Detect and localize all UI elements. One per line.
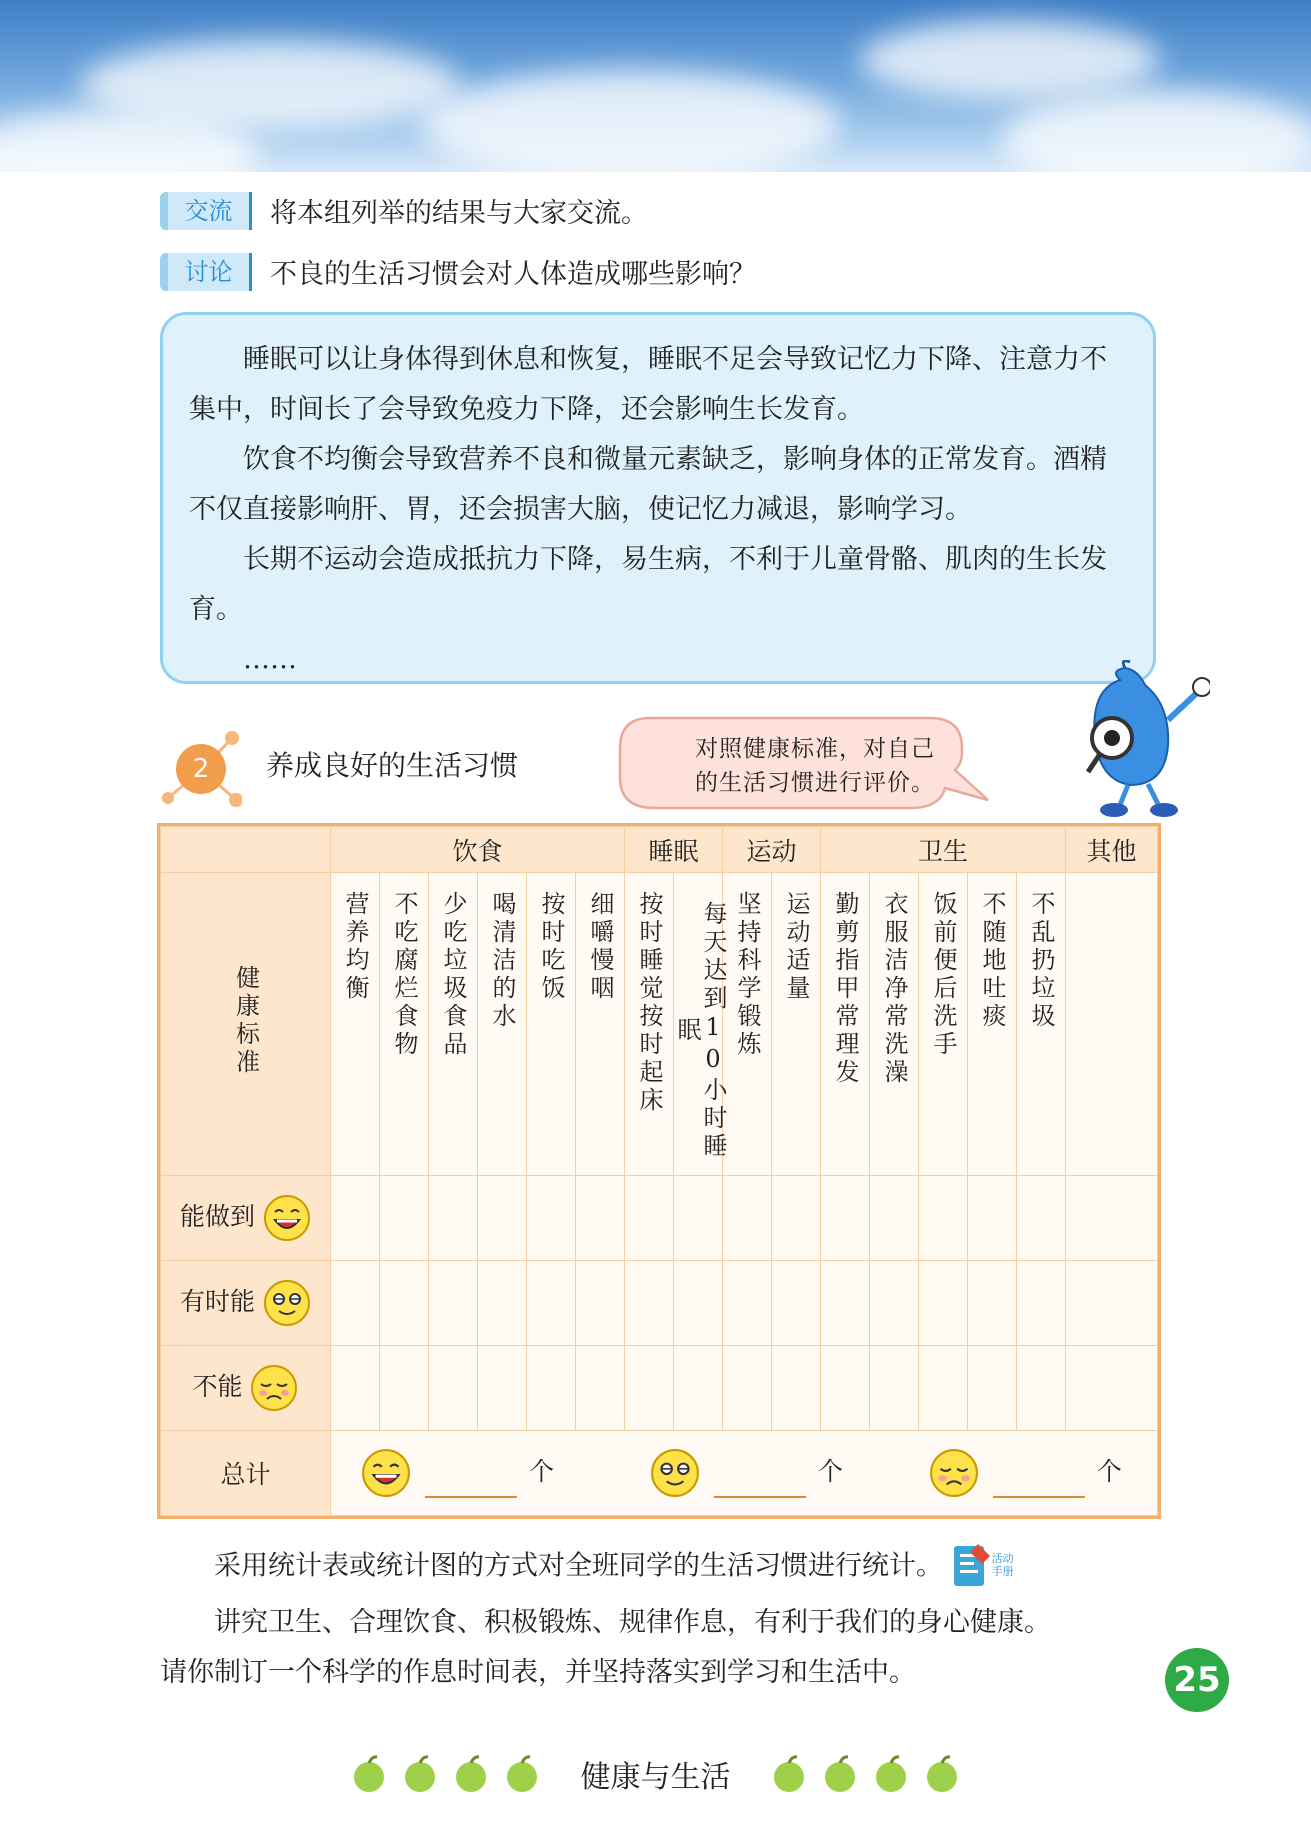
cloud-decoration — [860, 20, 1160, 100]
eval-cell[interactable] — [1017, 1346, 1066, 1431]
discuss-line — [160, 252, 756, 291]
eval-cell[interactable] — [625, 1176, 674, 1261]
sad-face-icon — [929, 1448, 979, 1498]
eval-cell[interactable] — [1017, 1261, 1066, 1346]
eval-cell[interactable] — [919, 1176, 968, 1261]
eval-cell[interactable] — [821, 1261, 870, 1346]
info-ellipsis: …… — [243, 644, 297, 675]
row-label: 总计 — [220, 1460, 271, 1489]
row-label-cell — [161, 1261, 331, 1346]
eval-cell[interactable] — [1066, 1176, 1158, 1261]
row-label-cell — [161, 1431, 331, 1516]
group-header-row — [161, 827, 1158, 873]
row-label: 不能 — [192, 1372, 243, 1401]
row-label-cell — [161, 1346, 331, 1431]
eval-cell[interactable] — [429, 1176, 478, 1261]
eval-cell[interactable] — [331, 1261, 380, 1346]
apple-icon — [923, 1754, 961, 1794]
criterion-cell: 细嚼慢咽 — [576, 873, 625, 1176]
body-paragraph — [160, 1540, 1160, 1594]
criterion-cell: 不随地吐痰 — [968, 873, 1017, 1176]
eval-cell[interactable] — [380, 1176, 429, 1261]
criterion-cell: 每天达到10小时睡眠 — [674, 873, 723, 1176]
eval-cell[interactable] — [772, 1346, 821, 1431]
eval-cell[interactable] — [625, 1261, 674, 1346]
count-blank[interactable] — [714, 1468, 806, 1498]
count-blank[interactable] — [425, 1468, 517, 1498]
info-box — [160, 312, 1156, 684]
eval-cell[interactable] — [429, 1346, 478, 1431]
row-total — [161, 1431, 1158, 1516]
criterion-cell: 少吃垃圾食品 — [429, 873, 478, 1176]
body-paragraph — [160, 1648, 1160, 1698]
group-header: 卫生 — [821, 827, 1066, 873]
unit-label: 个 — [1096, 1457, 1122, 1486]
other-criterion-cell — [1066, 873, 1158, 1176]
eval-cell[interactable] — [527, 1346, 576, 1431]
eval-cell[interactable] — [1066, 1261, 1158, 1346]
apple-icon — [872, 1754, 910, 1794]
laughing-face-icon — [263, 1194, 311, 1242]
row-label: 能做到 — [180, 1202, 256, 1231]
eval-cell[interactable] — [625, 1346, 674, 1431]
unit-label: 个 — [817, 1457, 843, 1486]
criteria-label: 健康标准 — [231, 965, 260, 1077]
footer — [0, 1752, 1311, 1796]
eval-cell[interactable] — [527, 1261, 576, 1346]
criterion-cell: 按时睡觉按时起床 — [625, 873, 674, 1176]
apple-icon — [350, 1754, 388, 1794]
row-can — [161, 1176, 1158, 1261]
sky-banner — [0, 0, 1311, 172]
habits-table — [160, 826, 1158, 1516]
row-label-cell — [161, 1176, 331, 1261]
page-number: 25 — [1165, 1648, 1229, 1712]
eval-cell[interactable] — [478, 1346, 527, 1431]
bubble-line: 对照健康标准，对自己 — [695, 736, 935, 762]
footer-title: 健康与生活 — [580, 1760, 731, 1795]
smiling-face-icon — [650, 1448, 700, 1498]
criterion-cell: 喝清洁的水 — [478, 873, 527, 1176]
eval-cell[interactable] — [772, 1261, 821, 1346]
handbook-icon — [952, 1540, 1018, 1594]
row-label: 有时能 — [180, 1287, 256, 1316]
eval-cell[interactable] — [674, 1261, 723, 1346]
criterion-cell: 饭前便后洗手 — [919, 873, 968, 1176]
eval-cell[interactable] — [576, 1261, 625, 1346]
eval-cell[interactable] — [870, 1176, 919, 1261]
apple-icon — [821, 1754, 859, 1794]
eval-cell[interactable] — [674, 1346, 723, 1431]
eval-cell[interactable] — [331, 1176, 380, 1261]
criterion-cell: 运动适量 — [772, 873, 821, 1176]
eval-cell[interactable] — [478, 1176, 527, 1261]
eval-cell[interactable] — [1066, 1346, 1158, 1431]
sad-face-icon — [250, 1364, 298, 1412]
criterion-cell: 衣服洁净常洗澡 — [870, 873, 919, 1176]
row-cannot — [161, 1346, 1158, 1431]
criterion-cell: 不吃腐烂食物 — [380, 873, 429, 1176]
eval-cell[interactable] — [527, 1176, 576, 1261]
section-title: 养成良好的生活习惯 — [266, 749, 519, 782]
bubble-line: 的生活习惯进行评价。 — [695, 770, 935, 796]
discuss-tag: 讨论 — [160, 253, 252, 291]
info-paragraph: 长期不运动会造成抵抗力下降，易生病，不利于儿童骨骼、肌肉的生长发育。 — [189, 544, 1107, 625]
info-paragraph: 睡眠可以让身体得到休息和恢复，睡眠不足会导致记忆力下降、注意力不集中，时间长了会导致免疫力下降，还会影响生长发育。 — [189, 344, 1107, 425]
eval-cell[interactable] — [723, 1346, 772, 1431]
eval-cell[interactable] — [478, 1261, 527, 1346]
eval-cell[interactable] — [870, 1346, 919, 1431]
discuss-text: 不良的生活习惯会对人体造成哪些影响？ — [270, 259, 756, 290]
criterion-cell: 按时吃饭 — [527, 873, 576, 1176]
bubble-text — [640, 732, 990, 800]
body-paragraph — [160, 1598, 1160, 1648]
eval-cell[interactable] — [674, 1176, 723, 1261]
corner-cell — [161, 827, 331, 873]
paragraph-text: 采用统计表或统计图的方式对全班同学的生活习惯进行统计。 — [214, 1550, 943, 1582]
apple-icon — [452, 1754, 490, 1794]
cloud-decoration — [1000, 90, 1311, 172]
paragraph-text: 讲究卫生、合理饮食、积极锻炼、规律作息，有利于我们的身心健康。 — [214, 1607, 1051, 1638]
criteria-label-cell — [161, 873, 331, 1176]
eval-cell[interactable] — [429, 1261, 478, 1346]
eval-cell[interactable] — [723, 1176, 772, 1261]
group-header: 饮食 — [331, 827, 625, 873]
criteria-row — [161, 873, 1158, 1176]
group-header: 运动 — [723, 827, 821, 873]
exchange-tag: 交流 — [160, 192, 252, 230]
eval-cell[interactable] — [576, 1346, 625, 1431]
eval-cell[interactable] — [968, 1346, 1017, 1431]
apple-icon — [503, 1754, 541, 1794]
eval-cell[interactable] — [821, 1176, 870, 1261]
criterion-cell: 坚持科学锻炼 — [723, 873, 772, 1176]
eval-cell[interactable] — [919, 1346, 968, 1431]
eval-cell[interactable] — [1017, 1176, 1066, 1261]
smiling-face-icon — [263, 1279, 311, 1327]
eval-cell[interactable] — [772, 1176, 821, 1261]
eval-cell[interactable] — [380, 1346, 429, 1431]
eval-cell[interactable] — [576, 1176, 625, 1261]
row-sometimes — [161, 1261, 1158, 1346]
handbook-label: 活动手册 — [991, 1552, 1014, 1578]
paragraph-text: 请你制订一个科学的作息时间表，并坚持落实到学习和生活中。 — [160, 1657, 916, 1688]
info-paragraph: 饮食不均衡会导致营养不良和微量元素缺乏，影响身体的正常发育。酒精不仅直接影响肝、胃，还会损害大脑，使记忆力减退，影响学习。 — [189, 444, 1107, 525]
total-cell — [331, 1431, 1158, 1516]
eval-cell[interactable] — [968, 1261, 1017, 1346]
exchange-text: 将本组列举的结果与大家交流。 — [270, 198, 648, 229]
eval-cell[interactable] — [331, 1346, 380, 1431]
apple-icon — [770, 1754, 808, 1794]
eval-cell[interactable] — [968, 1176, 1017, 1261]
eval-cell[interactable] — [919, 1261, 968, 1346]
exchange-line — [160, 191, 648, 230]
mascot-with-magnifier-icon — [1050, 660, 1210, 820]
unit-label: 个 — [528, 1457, 554, 1486]
eval-cell[interactable] — [821, 1346, 870, 1431]
section-number: 2 — [176, 744, 226, 794]
criterion-cell: 营养均衡 — [331, 873, 380, 1176]
group-header: 其他 — [1066, 827, 1158, 873]
count-blank[interactable] — [993, 1468, 1085, 1498]
laughing-face-icon — [361, 1448, 411, 1498]
eval-cell[interactable] — [380, 1261, 429, 1346]
cloud-decoration — [420, 70, 840, 172]
criterion-cell: 不乱扔垃圾 — [1017, 873, 1066, 1176]
criterion-cell: 勤剪指甲常理发 — [821, 873, 870, 1176]
apple-icon — [401, 1754, 439, 1794]
eval-cell[interactable] — [723, 1261, 772, 1346]
eval-cell[interactable] — [870, 1261, 919, 1346]
group-header: 睡眠 — [625, 827, 723, 873]
